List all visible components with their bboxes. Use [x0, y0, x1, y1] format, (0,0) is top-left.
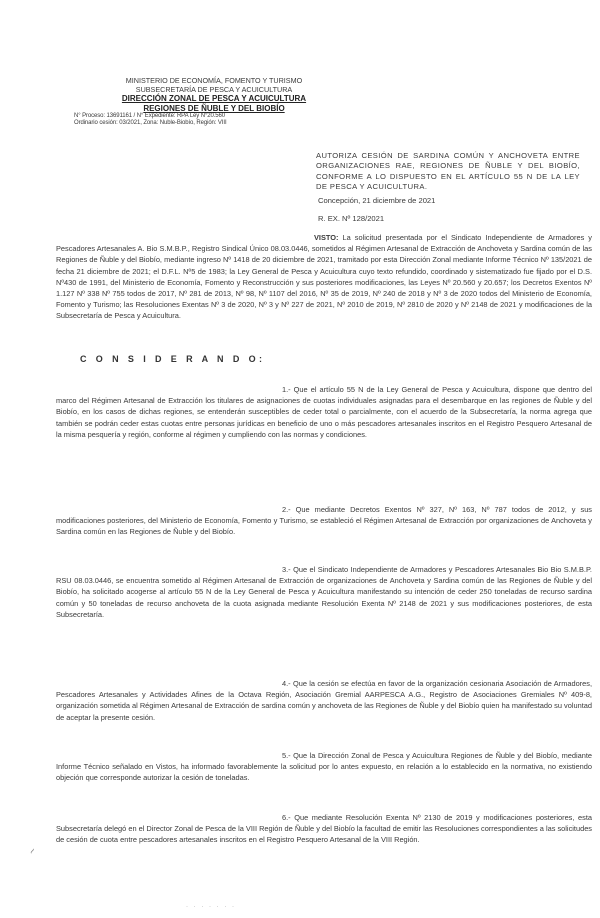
- paragraph-lead: 4.- Que la cesión se efectúa en favor de la organización: [282, 679, 468, 688]
- letterhead: [74, 76, 354, 128]
- paragraph-text: modificaciones posteriores, esta Subsecretaría delegó en el Director Zonal de Pesca de la VIII Región de Ñuble y del Biobío la facultad de emitir las Resoluciones correspondientes a las solicitudes de cesión de cuota entre pescadores artesanales inscritos en el Registro Pesquero Artesanal de la VIII Región.: [56, 813, 592, 845]
- paragraph-text: Regiones de Ñuble y del Biobío, mediante Informe Técnico señalado en Vistos, ha informado favorablemente la solicitud por lo antes expuesto, en relación a lo establecido en la normativa, no existiendo objeción que corresponde autorizar la cesión de toneladas.: [56, 751, 592, 783]
- paragraph-lead: 6.- Que mediante Resolución Exenta Nº 2130 de 2019 y: [282, 813, 480, 822]
- considerando-paragraph-1: [56, 384, 592, 440]
- regions-name: REGIONES DE ÑUBLE Y DEL BIOBÍO: [143, 103, 285, 113]
- paragraph-lead: 5.- Que la Dirección Zonal de Pesca y Acuicultura: [282, 751, 449, 760]
- paragraph-text: 787 todos de 2012, y sus modificaciones posteriores, del Ministerio de Economía, Fomento y Turismo, se estableció el Régimen Artesanal de Extracción por organizaciones de Anchoveta y Sardina común en las Regiones de Ñuble y del Biobío.: [56, 505, 593, 537]
- reference-line-2: Ordinario cesión: 03/2021, Zona: Nuble-Biobío, Región: VIII: [74, 120, 227, 127]
- paragraph-lead: 3.- Que el Sindicato Independiente de Armadores y: [282, 565, 453, 574]
- direction-name: DIRECCIÓN ZONAL DE PESCA Y ACUICULTURA: [121, 94, 307, 104]
- visto-label: VISTO:: [314, 233, 339, 242]
- considerando-paragraph-2: [56, 504, 592, 538]
- undersecretariat-name: SUBSECRETARÍA DE PESCA Y ACUICULTURA: [135, 85, 293, 95]
- considerando-heading: C O N S I D E R A N D O:: [80, 354, 266, 364]
- visto-paragraph: [56, 232, 592, 322]
- resolution-number: R. EX. Nº 128/2021: [318, 214, 385, 223]
- considerando-paragraph-3: [56, 564, 592, 620]
- page-footer: · · · · · · ·: [186, 904, 236, 910]
- visto-text: La solicitud presentada por el Sindicato Independiente de Armadores y Pescadores Artesanales A. Bio S.M.B.P., Registro Sindical Único 08.03.0446, sometidos al Régimen Artesanal de Extracción de Anchoveta y Sardina común de las Regiones de Ñuble y del Biobío, mediante ingreso Nº 1418 de 20 diciembre de 2021, tramitado por esta Dirección Zonal mediante Informe Técnico Nº 135/2021 de fecha 21 diciembre de 2021; el D.F.L. Nº5 de 1983; la Ley General de Pesca y Acuicultura cuyo texto refundido, coordinado y sistematizado fue fijado por el D.S. Nº430 de 1991, del Ministerio de Economía, Fomento y Reconstrucción y sus posteriores modificaciones, las Leyes Nº 20.560 y 20.657; los Decretos Exentos Nº 1.127 Nº 338 Nº 755 todos de 2017, Nº 281 de 2013, Nº 98, Nº 1107 del 2016, Nº 35 de 2019, Nº 240 de 2018 y Nº 3 de 2020 todos del Ministerio de Economía, Fomento y Turismo; las Resoluciones Exentas Nº 3 de 2020, Nº 3 y Nº 227 de 2021, Nº 2010 de 2019, Nº 2810 de 2020 y Nº 2148 de 2021 y modificaciones de la Subsecretaría de Pesca y Acuicultura.: [56, 233, 592, 321]
- considerando-paragraph-5: [56, 750, 592, 784]
- considerando-paragraph-6: [56, 812, 592, 846]
- resolution-date: Concepción, 21 diciembre de 2021: [318, 196, 436, 205]
- resolution-title: AUTORIZA CESIÓN DE SARDINA COMÚN Y ANCHOVETA ENTRE ORGANIZACIONES RAE, REGIONES DE ÑUBLE Y DEL BIOBÍO, CONFORME A LO DISPUESTO EN EL ARTÍCULO 55 N DE LA LEY DE PESCA Y ACUICULTURA.: [316, 151, 580, 192]
- paragraph-lead: 1.- Que el artículo 55 N de la Ley General de Pesca y: [282, 385, 470, 394]
- reference-line-1: N° Proceso: 13691161 / N° Expediente: RPA Ley N°20.560: [74, 112, 226, 119]
- ministry-name: MINISTERIO DE ECONOMÍA, FOMENTO Y TURISMO: [125, 76, 303, 85]
- paragraph-text: Pescadores Artesanales Bio Bio S.M.B.P. RSU 08.03.0446, se encuentra sometido al Régimen Artesanal de Extracción de organizaciones de Anchoveta y Sardina común de las Regiones de Ñuble y del Biobío, ha solicitado acogerse al artículo 55 N de la Ley General de Pesca y Acuicultura manifestando su intención de ceder 250 toneladas de recurso sardina común y 50 toneladas de recurso anchoveta de la cuota asignada mediante Resolución Exenta Nº 2148 de 2021 y sus modificaciones posteriores, de esta Subsecretaría.: [56, 565, 592, 619]
- paragraph-text: Acuicultura, dispone que dentro del marco del Régimen Artesanal de Extracción los titulares de asignaciones de cuotas individuales asignadas para el desembarque en las regiones de Ñuble y del Biobío, en los casos de dichas regiones, se entenderán susceptibles de ceder total o parcialmente, con el acuerdo de la Subsecretaría, la norma agrega que también se podrán ceder estas cuotas entre personas jurídicas en beneficio de uno o más pescadores artesanales inscritos en el Registro Pesquero Artesanal de la misma pesquería y región, conforme al régimen y cumpliendo con las normas y condiciones.: [56, 385, 592, 439]
- considerando-paragraph-4: [56, 678, 592, 723]
- handwritten-margin-mark: ~: [26, 846, 40, 857]
- paragraph-lead: 2.- Que mediante Decretos Exentos Nº 327, Nº 163, Nº: [282, 505, 490, 514]
- paragraph-text: cesionaria Asociación de Armadores, Pescadores Artesanales y Actividades Afines de la Octava Región, Asociación Gremial AARPESCA A.G., Registro de Asociaciones Gremiales Nº 409-8, organización sometida al Régimen Artesanal de Extracción de sardina común y anchoveta de las Regiones de Ñuble y del Biobío quien ha manifestado su voluntad de aceptar la presente cesión.: [56, 679, 592, 722]
